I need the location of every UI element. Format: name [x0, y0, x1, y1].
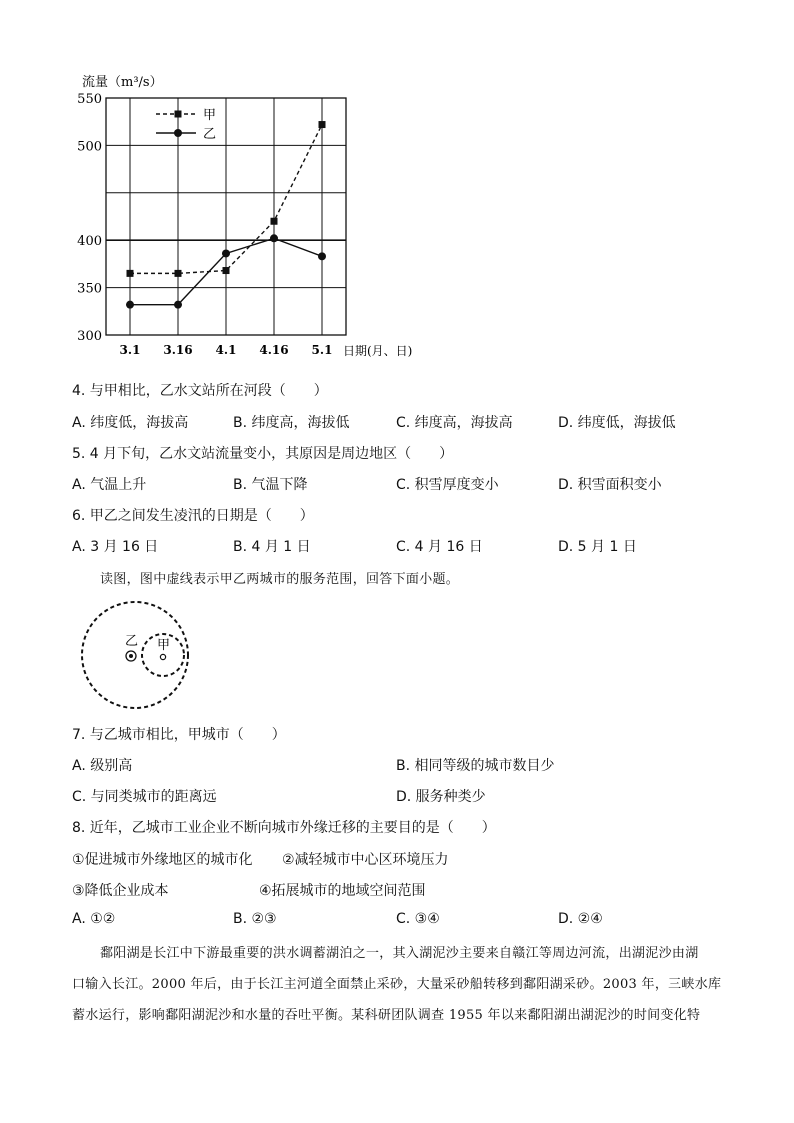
xtick-label-1: 3.16	[163, 343, 193, 357]
xtick-label-2: 4.1	[215, 343, 237, 357]
legend-label-1: 乙	[203, 127, 217, 142]
ytick-label-350: 350	[77, 281, 102, 297]
city-yi-symbol-inner	[129, 654, 133, 658]
q5-option-d[interactable]: D. 积雪面积变小	[558, 477, 662, 493]
chart-ylabel: 流量（m³/s）	[82, 75, 163, 90]
q8-item-3: ③降低企业成本	[72, 883, 169, 899]
q8-option-b[interactable]: B. ②③	[233, 911, 277, 927]
city-jia-label: 甲	[157, 638, 171, 653]
series-0-point-0	[127, 270, 134, 277]
city-service-diagram	[70, 596, 200, 716]
ytick-label-500: 500	[77, 139, 102, 155]
q8-stem: 8. 近年，乙城市工业企业不断向城市外缘迁移的主要目的是（ ）	[72, 820, 496, 836]
series-1-point-2	[222, 249, 230, 257]
legend-marker-1	[174, 129, 182, 137]
series-0-point-2	[223, 267, 230, 274]
q6-option-d[interactable]: D. 5 月 1 日	[558, 539, 637, 555]
legend-label-0: 甲	[203, 108, 217, 123]
q5-option-a[interactable]: A. 气温上升	[72, 477, 147, 493]
q7-option-a[interactable]: A. 级别高	[72, 758, 133, 774]
passage-line-2: 口输入长江。2000 年后，由于长江主河道全面禁止采砂，大量采砂船转移到鄱阳湖采砂。2003 年，三峡水库	[72, 977, 722, 992]
q8-option-a[interactable]: A. ①②	[72, 911, 116, 927]
city-yi-label: 乙	[125, 634, 139, 649]
q7-stem: 7. 与乙城市相比，甲城市（ ）	[72, 727, 286, 743]
q8-item-2: ②减轻城市中心区环境压力	[282, 852, 449, 868]
q4-option-c[interactable]: C. 纬度高，海拔高	[396, 415, 513, 431]
q8-option-c[interactable]: C. ③④	[396, 911, 440, 927]
q7-option-c[interactable]: C. 与同类城市的距离远	[72, 789, 217, 805]
q4-option-b[interactable]: B. 纬度高，海拔低	[233, 415, 350, 431]
q8-item-4: ④拓展城市的地域空间范围	[259, 883, 426, 899]
xtick-label-4: 5.1	[311, 343, 333, 357]
q6-option-b[interactable]: B. 4 月 1 日	[233, 539, 311, 555]
passage-line-3: 蓄水运行，影响鄱阳湖泥沙和水量的吞吐平衡。某科研团队调查 1955 年以来鄱阳湖出湖泥沙的时间变化特	[72, 1008, 701, 1023]
flow-line-chart	[0, 0, 794, 370]
q6-option-a[interactable]: A. 3 月 16 日	[72, 539, 159, 555]
xtick-label-0: 3.1	[119, 343, 141, 357]
q6-option-c[interactable]: C. 4 月 16 日	[396, 539, 483, 555]
xtick-label-3: 4.16	[259, 343, 289, 357]
series-0-point-1	[175, 270, 182, 277]
q8-option-d[interactable]: D. ②④	[558, 911, 603, 927]
ytick-label-550: 550	[77, 92, 102, 107]
q7-option-b[interactable]: B. 相同等级的城市数目少	[396, 758, 555, 774]
q5-stem: 5. 4 月下旬，乙水文站流量变小，其原因是周边地区（ ）	[72, 446, 454, 462]
series-1-point-1	[174, 301, 182, 309]
ytick-label-300: 300	[77, 329, 102, 344]
series-0-point-3	[271, 218, 278, 225]
city-jia-symbol	[160, 654, 165, 659]
q7-option-d[interactable]: D. 服务种类少	[396, 789, 486, 805]
q5-option-c[interactable]: C. 积雪厚度变小	[396, 477, 499, 493]
chart-xlabel: 日期(月、日)	[343, 344, 413, 358]
q4-option-d[interactable]: D. 纬度低，海拔低	[558, 415, 676, 431]
ytick-label-400: 400	[77, 234, 102, 250]
q5-option-b[interactable]: B. 气温下降	[233, 477, 308, 493]
series-1-point-0	[126, 301, 134, 309]
legend-marker-0	[175, 111, 182, 118]
series-1-point-3	[270, 234, 278, 242]
city-yi-service-range	[82, 602, 188, 708]
q6-stem: 6. 甲乙之间发生凌汛的日期是（ ）	[72, 508, 314, 524]
q4-option-a[interactable]: A. 纬度低，海拔高	[72, 415, 189, 431]
q8-item-1: ①促进城市外缘地区的城市化	[72, 852, 253, 868]
q4-stem: 4. 与甲相比，乙水文站所在河段（ ）	[72, 383, 328, 399]
figure-intro: 读图，图中虚线表示甲乙两城市的服务范围，回答下面小题。	[100, 572, 460, 587]
series-0-point-4	[319, 121, 326, 128]
passage-line-1: 鄱阳湖是长江中下游最重要的洪水调蓄湖泊之一，其入湖泥沙主要来自赣江等周边河流，出湖泥沙由湖	[100, 946, 699, 961]
series-1-point-4	[318, 252, 326, 260]
